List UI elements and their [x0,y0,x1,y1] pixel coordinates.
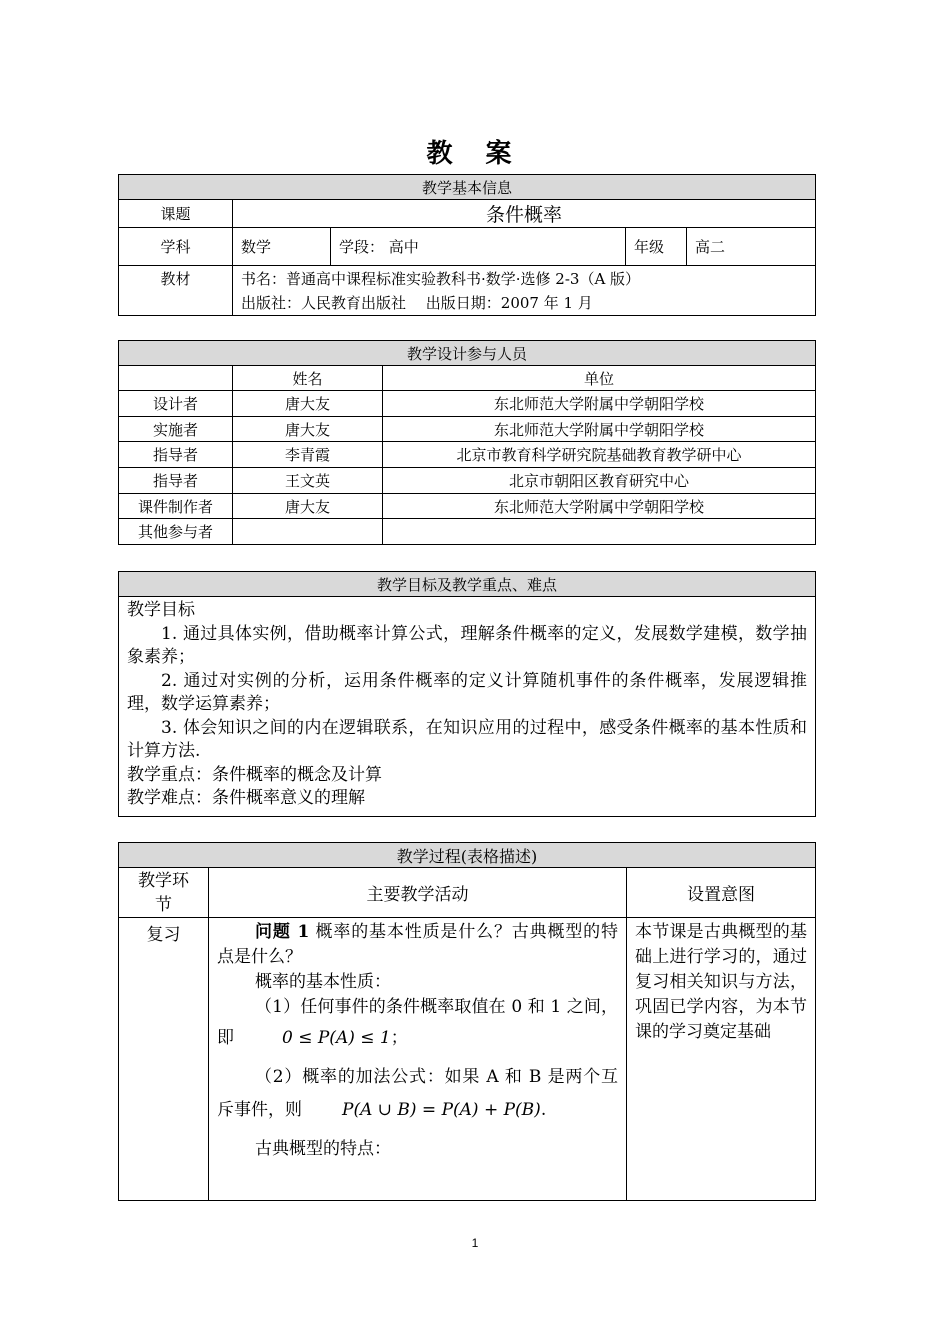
staff-role: 其他参与者 [119,519,233,545]
basic-info-header: 教学基本信息 [119,175,816,200]
goals-table [118,571,816,817]
process-table [118,842,816,1201]
intent-cell [627,918,816,1201]
staff-unit: 北京市教育科学研究院基础教育教学研中心 [383,442,816,468]
process-header: 教学过程(表格描述) [119,843,816,868]
staff-col-unit: 单位 [383,366,816,391]
question-text: 概率的基本性质是什么？古典概型的特点是什么？ [217,922,619,967]
prop-2-end: . [540,1100,547,1120]
staff-unit: 北京市朝阳区教育研究中心 [383,468,816,494]
textbook-label: 教材 [119,266,233,316]
activity-cell [209,918,627,1201]
grade-label: 年级 [626,228,687,266]
prop-1 [217,995,618,1051]
stage-value: 学段： 高中 [331,228,626,266]
stage-review: 复习 [119,918,209,1201]
staff-name: 李青霞 [233,442,383,468]
goals-header: 教学目标及教学重点、难点 [119,572,816,597]
staff-role: 指导者 [119,442,233,468]
staff-unit: 东北师范大学附属中学朝阳学校 [383,493,816,519]
subject-value: 数学 [233,228,331,266]
staff-role: 设计者 [119,391,233,417]
goals-body [119,597,816,817]
staff-name: 唐大友 [233,416,383,442]
staff-name: 唐大友 [233,391,383,417]
prop-1-formula: 0 ≤ P(A) ≤ 1 [282,1028,391,1048]
question-label: 问题 1 [255,922,310,942]
staff-role: 指导者 [119,468,233,494]
col-activity: 主要教学活动 [209,868,627,918]
goal-item: 1. 通过具体实例，借助概率计算公式，理解条件概率的定义，发展数学建模，数学抽象素养； [127,623,807,667]
textbook-line-1: 书名：普通高中课程标准实验教科书·数学·选修 2-3（A 版） [241,269,641,288]
prop-2 [217,1065,618,1123]
topic-value: 条件概率 [233,200,816,228]
staff-name [233,519,383,545]
key-point: 教学重点：条件概率的概念及计算 [127,764,382,785]
document-title: 教 案 [426,139,524,169]
staff-name: 唐大友 [233,493,383,519]
textbook-info [233,266,816,316]
prop-1-text: （1）任何事件的条件概率取值在 0 和 1 之间，即 [217,997,618,1048]
col-stage: 教学环节 [119,868,209,918]
page-number: 1 [471,1236,479,1250]
staff-table [118,340,816,545]
basic-props-title: 概率的基本性质： [255,972,391,992]
subject-label: 学科 [119,228,233,266]
col-intent: 设置意图 [627,868,816,918]
staff-name: 王文英 [233,468,383,494]
intent-text: 本节课是古典概型的基础上进行学习的，通过复习相关知识与方法，巩固已学内容，为本节课的学习奠定基础 [635,922,807,1042]
difficulty: 教学难点：条件概率意义的理解 [127,788,365,808]
staff-unit: 东北师范大学附属中学朝阳学校 [383,391,816,417]
prop-2-text: （2）概率的加法公式：如果 A 和 B 是两个互斥事件，则 [217,1067,618,1120]
basic-info-table [118,174,816,316]
staff-role: 实施者 [119,416,233,442]
goal-item: 2. 通过对实例的分析，运用条件概率的定义计算随机事件的条件概率，发展逻辑推理，数学运算素养； [127,670,807,714]
goals-label: 教学目标 [127,600,195,620]
staff-unit: 东北师范大学附属中学朝阳学校 [383,416,816,442]
question-1 [217,920,618,970]
staff-role: 课件制作者 [119,493,233,519]
staff-corner [119,366,233,391]
prop-1-end: ； [390,1028,408,1048]
staff-unit [383,519,816,545]
staff-col-name: 姓名 [233,366,383,391]
topic-label: 课题 [119,200,233,228]
grade-value: 高二 [687,228,816,266]
staff-header: 教学设计参与人员 [119,341,816,366]
goal-item: 3. 体会知识之间的内在逻辑联系，在知识应用的过程中，感受条件概率的基本性质和计算方法. [127,717,807,761]
textbook-line-2: 出版社：人民教育出版社 出版日期：2007 年 1 月 [241,293,593,312]
classical-title: 古典概型的特点： [255,1139,391,1159]
prop-2-formula: P(A ∪ B) = P(A) + P(B) [342,1100,541,1120]
